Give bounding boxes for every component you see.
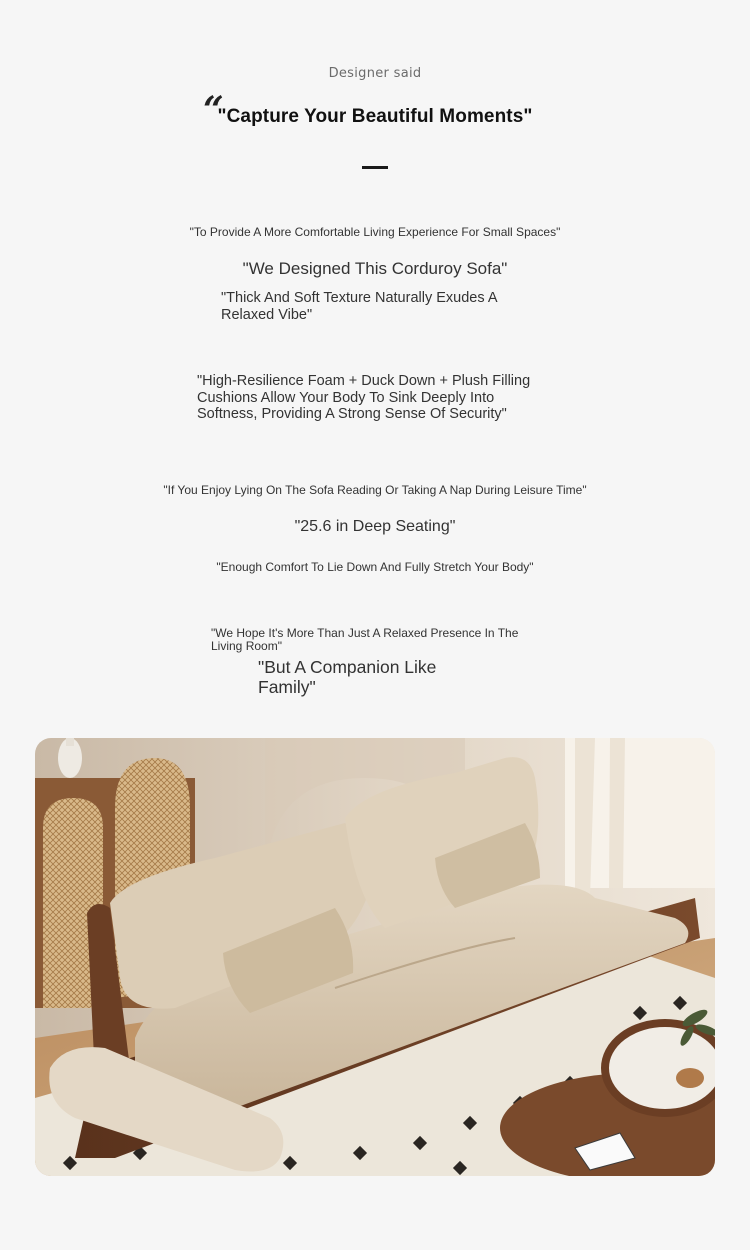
cup bbox=[676, 1068, 704, 1088]
companion-text bbox=[258, 657, 436, 697]
presence-text-line: Living Room" bbox=[211, 638, 282, 653]
filling-text-line: Cushions Allow Your Body To Sink Deeply Into bbox=[197, 389, 495, 406]
presence-text-line: "We Hope It's More Than Just A Relaxed Presence In The bbox=[211, 626, 519, 640]
presence-text bbox=[211, 627, 518, 652]
corduroy-sofa-text: "We Designed This Corduroy Sofa" bbox=[242, 259, 508, 278]
stretch-text: "Enough Comfort To Lie Down And Fully Stretch Your Body" bbox=[216, 560, 534, 574]
deep-seating-text: "25.6 in Deep Seating" bbox=[294, 518, 456, 535]
companion-text-line: Family" bbox=[258, 677, 316, 697]
leisure-text: "If You Enjoy Lying On The Sofa Reading Or Taking A Nap During Leisure Time" bbox=[163, 483, 587, 497]
divider-dash bbox=[362, 166, 388, 169]
texture-text-line: Relaxed Vibe" bbox=[221, 306, 313, 323]
eyebrow-text: Designer said bbox=[328, 66, 422, 81]
filling-text bbox=[197, 373, 530, 423]
filling-text-line: Softness, Providing A Strong Sense Of Security" bbox=[197, 406, 507, 422]
sofa-photo bbox=[35, 738, 715, 1176]
small-spaces-text: "To Provide A More Comfortable Living Experience For Small Spaces" bbox=[189, 225, 561, 239]
quote-mark-icon: “ bbox=[203, 89, 224, 131]
filling-text-line: "High-Resilience Foam + Duck Down + Plush Filling bbox=[197, 373, 531, 389]
companion-text-line: "But A Companion Like bbox=[258, 657, 437, 677]
headline: "Capture Your Beautiful Moments" bbox=[217, 106, 533, 127]
coffee-table-marble bbox=[605, 1023, 715, 1113]
vase-neck bbox=[66, 738, 74, 746]
texture-text bbox=[221, 290, 498, 323]
texture-text-line: "Thick And Soft Texture Naturally Exudes A bbox=[221, 290, 498, 306]
